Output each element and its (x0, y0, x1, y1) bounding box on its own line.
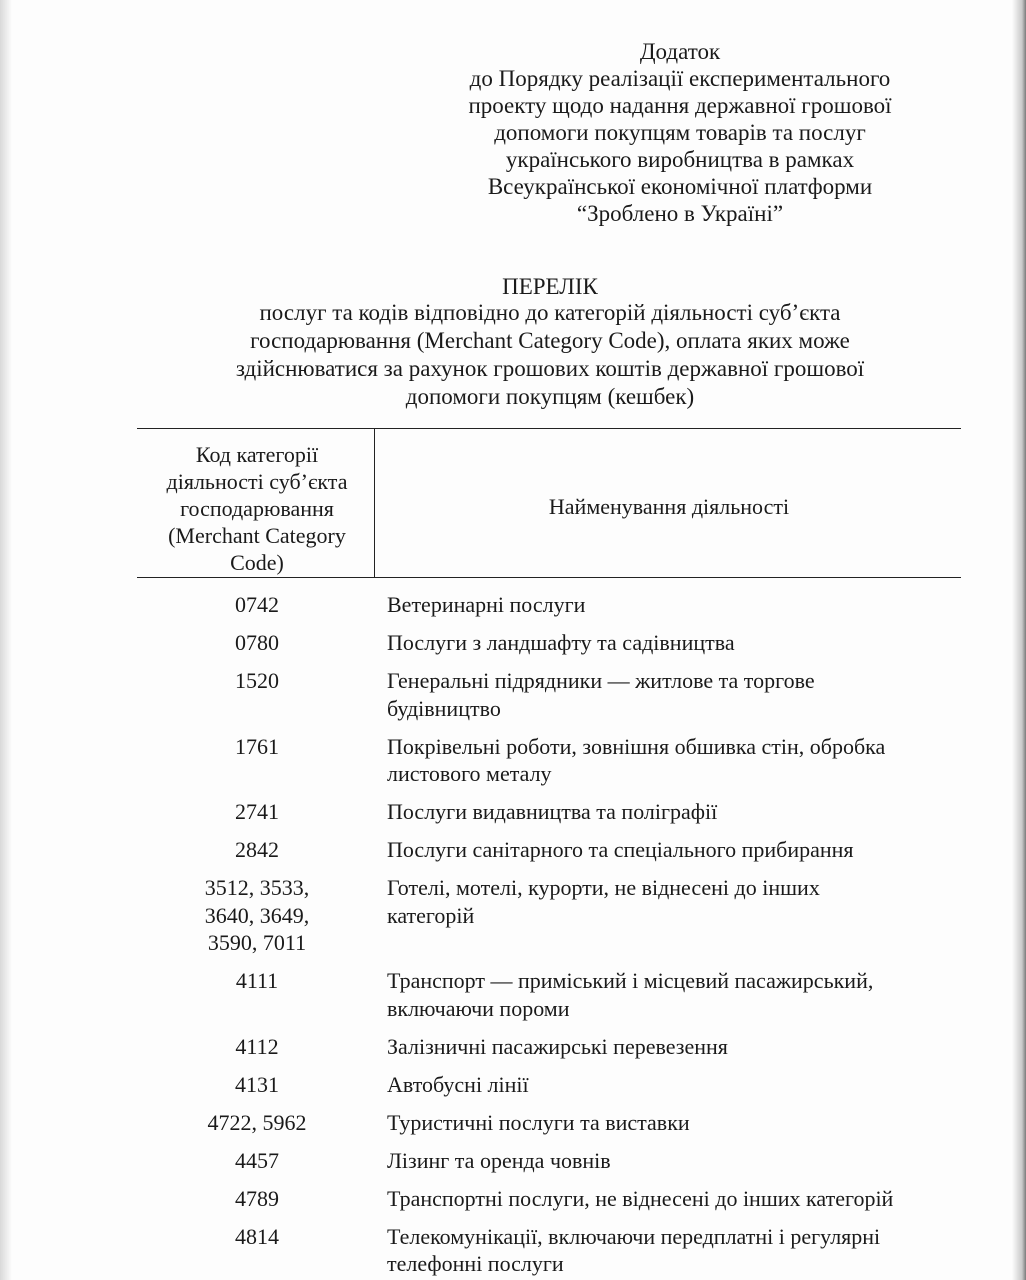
mcc-code-cell (137, 836, 377, 864)
mcc-code-line: 1761 (235, 733, 279, 759)
annex-line: до Порядку реалізації експериментального (469, 66, 891, 91)
mcc-code-cell (137, 591, 377, 619)
mcc-code-line: 0780 (235, 630, 279, 655)
activity-name-cell (377, 874, 961, 957)
mcc-code-cell (137, 874, 377, 957)
mcc-code-cell (137, 667, 377, 722)
mcc-code-line: 4722, 5962 (207, 1109, 307, 1135)
activity-name-line: Телекомунікації, включаючи передплатні і регулярні (387, 1223, 881, 1249)
activity-name-line: Готелі, мотелі, курорти, не віднесені до інших (387, 875, 820, 900)
header-code-line: Код категорії (195, 442, 319, 467)
activity-name-line: Транспортні послуги, не віднесені до інших категорій (387, 1185, 894, 1211)
annex-header (440, 38, 920, 227)
header-code-line: господарювання (180, 496, 334, 521)
table-row (137, 836, 961, 864)
mcc-code-cell (137, 1223, 377, 1278)
activity-name-cell (377, 1223, 961, 1278)
subtitle-line: здійснюватися за рахунок грошових коштів державної грошової (235, 356, 865, 381)
header-code-line: діяльності суб’єкта (166, 469, 348, 494)
mcc-code-line: 3640, 3649, (204, 902, 310, 928)
table-row (137, 591, 961, 619)
activity-name-line: листового металу (387, 761, 552, 786)
activity-name-line: телефонні послуги (387, 1251, 564, 1276)
mcc-code-cell (137, 798, 377, 826)
activity-name-line: Послуги з ландшафту та садівництва (387, 630, 735, 655)
mcc-code-cell (137, 733, 377, 788)
annex-line: Всеукраїнської економічної платформи (487, 174, 873, 199)
activity-name-cell (377, 836, 961, 864)
table-row (137, 874, 961, 957)
mcc-code-cell (137, 1109, 377, 1137)
activity-name-cell (377, 733, 961, 788)
activity-name-line: Генеральні підрядники — житлове та торгове (387, 668, 815, 693)
annex-line: проекту щодо надання державної грошової (468, 93, 892, 118)
header-name-column: Найменування діяльності (548, 494, 790, 519)
mcc-code-cell (137, 1185, 377, 1213)
subtitle-line: допомоги покупцям (кешбек) (405, 384, 695, 409)
annex-line: допомоги покупцям товарів та послуг (494, 120, 866, 145)
activity-name-line: включаючи пороми (387, 995, 570, 1021)
header-code-line: Code) (230, 550, 284, 575)
activity-name-line: Транспорт — приміський і місцевий пасажирський, (387, 968, 874, 993)
activity-name-cell (377, 798, 961, 826)
annex-line: Додаток (639, 39, 721, 64)
mcc-code-cell (137, 629, 377, 657)
header-code-column (137, 441, 377, 576)
mcc-code-cell (137, 1033, 377, 1061)
table-row (137, 667, 961, 722)
table-row (137, 1071, 961, 1099)
table-row (137, 1147, 961, 1175)
header-code-line: (Merchant Category (168, 523, 346, 548)
mcc-code-line: 4814 (235, 1223, 279, 1249)
mcc-code-line: 2741 (235, 799, 279, 824)
table-row (137, 629, 961, 657)
mcc-table (137, 428, 961, 1280)
activity-name-cell (377, 1071, 961, 1099)
activity-name-line: Лізинг та оренда човнів (387, 1147, 611, 1173)
activity-name-line: Автобусні лінії (387, 1071, 529, 1097)
table-row (137, 1033, 961, 1061)
activity-name-line: Ветеринарні послуги (387, 592, 586, 617)
mcc-code-line: 4457 (235, 1147, 279, 1173)
activity-name-cell (377, 1185, 961, 1213)
activity-name-line: категорій (387, 902, 475, 928)
mcc-code-line: 4789 (235, 1185, 279, 1211)
activity-name-line: Покрівельні роботи, зовнішня обшивка стін, обробка (387, 733, 886, 759)
mcc-code-line: 4112 (235, 1033, 279, 1059)
table-row (137, 733, 961, 788)
page-edge-left (0, 0, 12, 1280)
mcc-code-line: 3590, 7011 (207, 930, 307, 955)
activity-name-cell (377, 1147, 961, 1175)
activity-name-line: Послуги видавництва та поліграфії (387, 799, 718, 824)
table-header (137, 428, 961, 578)
subtitle-line: послуг та кодів відповідно до категорій діяльності суб’єкта (259, 300, 841, 325)
activity-name-line: Послуги санітарного та спеціального прибирання (387, 837, 854, 862)
table-body (137, 578, 961, 1278)
table-row (137, 967, 961, 1022)
activity-name-cell (377, 591, 961, 619)
subtitle-line: господарювання (Merchant Category Code), оплата яких може (250, 328, 850, 353)
mcc-code-cell (137, 1147, 377, 1175)
activity-name-cell (377, 629, 961, 657)
activity-name-line: Залізничні пасажирські перевезення (387, 1033, 728, 1059)
page-edge-right (1012, 0, 1026, 1280)
mcc-code-line: 2842 (235, 837, 279, 862)
activity-name-line: Туристичні послуги та виставки (387, 1109, 690, 1135)
mcc-code-cell (137, 967, 377, 1022)
table-row (137, 1185, 961, 1213)
table-row (137, 798, 961, 826)
mcc-code-line: 4131 (235, 1071, 279, 1097)
activity-name-cell (377, 967, 961, 1022)
annex-line: “Зроблено в Україні” (576, 201, 784, 226)
mcc-code-cell (137, 1071, 377, 1099)
activity-name-cell (377, 1109, 961, 1137)
mcc-code-line: 3512, 3533, (204, 875, 310, 900)
mcc-code-line: 0742 (235, 592, 279, 617)
mcc-code-line: 1520 (235, 668, 279, 693)
mcc-code-line: 4111 (235, 968, 279, 993)
activity-name-line: будівництво (387, 695, 501, 721)
list-title: ПЕРЕЛІК (502, 274, 598, 299)
annex-line: українського виробництва в рамках (505, 147, 855, 172)
table-row (137, 1223, 961, 1278)
activity-name-cell (377, 1033, 961, 1061)
table-row (137, 1109, 961, 1137)
activity-name-cell (377, 667, 961, 722)
list-subtitle (140, 299, 960, 411)
